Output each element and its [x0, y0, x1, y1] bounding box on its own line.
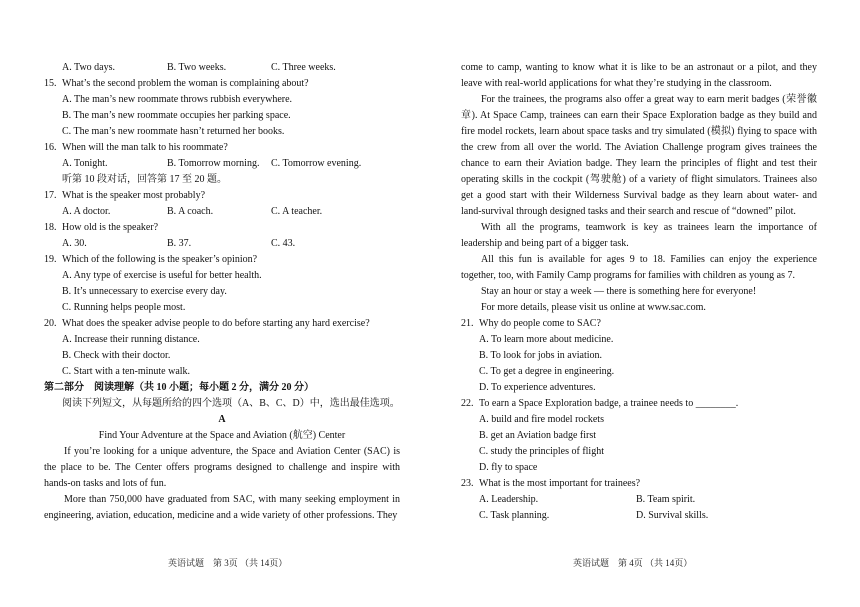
q17-option-c[interactable]: C. A teacher.	[271, 206, 323, 217]
passage-paragraph-1: If you’re looking for a unique adventure, the Space and Aviation Center (SAC) is the place to be. The Center offers programs designed to challenge and inspire with hands-on tasks and lots of fun.	[44, 446, 400, 489]
q14-option-c[interactable]: C. Three weeks.	[271, 62, 336, 73]
q19-option-c[interactable]: C. Running helps people most.	[62, 302, 186, 313]
q23-options-row-2	[461, 508, 817, 524]
question-text: What’s the second problem the woman is complaining about?	[62, 78, 309, 89]
question-number: 23.	[461, 478, 474, 489]
q18-option-b[interactable]: B. 37.	[167, 238, 192, 249]
q23-option-d[interactable]: D. Survival skills.	[636, 510, 709, 521]
question-number: 17.	[44, 190, 57, 201]
passage-title: Find Your Adventure at the Space and Aviation (航空) Center	[98, 430, 346, 441]
q21-option-c[interactable]: C. To get a degree in engineering.	[479, 366, 615, 377]
question-text: Which of the following is the speaker’s opinion?	[62, 254, 258, 265]
question-20	[44, 316, 400, 332]
question-number: 20.	[44, 318, 57, 329]
q22-option-d[interactable]: D. fly to space	[479, 462, 538, 473]
q18-options	[44, 236, 400, 252]
question-text: Why do people come to SAC?	[479, 318, 601, 329]
question-21	[461, 316, 817, 332]
q21-option-b[interactable]: B. To look for jobs in aviation.	[479, 350, 602, 361]
question-text: When will the man talk to his roommate?	[62, 142, 228, 153]
q15-option-a[interactable]: A. The man’s new roommate throws rubbish everywhere.	[62, 94, 293, 105]
q14-options	[44, 60, 400, 76]
question-text: What is the speaker most probably?	[62, 190, 206, 201]
q23-options-row-1	[461, 492, 817, 508]
q21-option-d[interactable]: D. To experience adventures.	[479, 382, 596, 393]
passage-paragraph-7: For more details, please visit us online at www.sac.com.	[481, 302, 706, 313]
q16-option-a[interactable]: A. Tonight.	[62, 158, 108, 169]
q17-options	[44, 204, 400, 220]
question-17	[44, 188, 400, 204]
passage-paragraph-5: All this fun is available for ages 9 to 18. Families can enjoy the experience together, too, with Family Camp programs for families with children as young as 7.	[461, 254, 817, 281]
passage-paragraph-6: Stay an hour or stay a week — there is something here for everyone!	[481, 286, 757, 297]
q20-option-a[interactable]: A. Increase their running distance.	[62, 334, 200, 345]
passage-paragraph-2-continued: come to camp, wanting to know what it is like to be an astronaut or a pilot, and they leave with real-world applications for what they’re studying in the classroom.	[461, 62, 817, 89]
q22-option-b[interactable]: B. get an Aviation badge first	[479, 430, 597, 441]
question-18	[44, 220, 400, 236]
right-page	[461, 60, 817, 524]
q15-option-b[interactable]: B. The man’s new roommate occupies her parking space.	[62, 110, 291, 121]
question-number: 18.	[44, 222, 57, 233]
question-text: What does the speaker advise people to do before starting any hard exercise?	[62, 318, 370, 329]
page-footer-right: 英语试题 第 4页 （共 14页）	[573, 558, 693, 568]
question-number: 15.	[44, 78, 57, 89]
question-text: How old is the speaker?	[62, 222, 159, 233]
q19-option-b[interactable]: B. It’s unnecessary to exercise every day.	[62, 286, 227, 297]
question-19	[44, 252, 400, 268]
q18-option-a[interactable]: A. 30.	[62, 238, 87, 249]
passage-paragraph-3: For the trainees, the programs also offer a great way to earn merit badges (荣誉徽章). At Space Camp, trainees can earn their Space Exploration badge as they build and fire model rockets, learn about space tasks and try simulated (模拟) flying to space with the crew from all over the world. The Aviation Challenge program gives trainees the chance to earn their Aviation badge. They learn the principles of flight and test their operating skills in the cockpit (驾驶舱) of a variety of flight simulators. Trainees also get a good start with their Wilderness Survival badge as they learn about water- and land-survival through designed tasks and their search and rescue of “downed” pilot.	[461, 94, 817, 217]
section-instruction: 听第 10 段对话，回答第 17 至 20 题。	[62, 174, 227, 185]
q14-option-b[interactable]: B. Two weeks.	[167, 62, 227, 73]
question-22	[461, 396, 817, 412]
q18-option-c[interactable]: C. 43.	[271, 238, 296, 249]
q22-option-c[interactable]: C. study the principles of flight	[479, 446, 604, 457]
left-page	[44, 60, 400, 524]
q20-option-c[interactable]: C. Start with a ten-minute walk.	[62, 366, 191, 377]
q22-option-a[interactable]: A. build and fire model rockets	[479, 414, 604, 425]
q21-option-a[interactable]: A. To learn more about medicine.	[479, 334, 614, 345]
question-text: To earn a Space Exploration badge, a trainee needs to ________.	[479, 398, 739, 409]
question-number: 22.	[461, 398, 474, 409]
question-23	[461, 476, 817, 492]
passage-label: A	[218, 414, 226, 425]
q17-option-b[interactable]: B. A coach.	[167, 206, 214, 217]
part2-instruction: 阅读下列短文，从每题所给的四个选项（A、B、C、D）中，选出最佳选项。	[62, 398, 400, 409]
q23-option-a[interactable]: A. Leadership.	[479, 494, 539, 505]
q16-options	[44, 156, 400, 172]
question-number: 19.	[44, 254, 57, 265]
q15-option-c[interactable]: C. The man’s new roommate hasn’t returned her books.	[62, 126, 285, 137]
q23-option-c[interactable]: C. Task planning.	[479, 510, 550, 521]
question-16	[44, 140, 400, 156]
q23-option-b[interactable]: B. Team spirit.	[636, 494, 696, 505]
passage-paragraph-2: More than 750,000 have graduated from SAC, with many seeking employment in engineering, aviation, education, medicine and a wide variety of other professions. They	[44, 494, 400, 521]
passage-paragraph-4: With all the programs, teamwork is key as trainees learn the importance of leadership and being part of a bigger task.	[461, 222, 817, 249]
question-number: 21.	[461, 318, 474, 329]
q19-option-a[interactable]: A. Any type of exercise is useful for better health.	[62, 270, 262, 281]
q20-option-b[interactable]: B. Check with their doctor.	[62, 350, 171, 361]
question-text: What is the most important for trainees?	[479, 478, 641, 489]
question-15	[44, 76, 400, 92]
q16-option-b[interactable]: B. Tomorrow morning.	[167, 158, 260, 169]
page-footer-left: 英语试题 第 3页 （共 14页）	[168, 558, 288, 568]
q17-option-a[interactable]: A. A doctor.	[62, 206, 111, 217]
question-number: 16.	[44, 142, 57, 153]
q14-option-a[interactable]: A. Two days.	[62, 62, 116, 73]
q16-option-c[interactable]: C. Tomorrow evening.	[271, 158, 362, 169]
part2-title: 第二部分 阅读理解（共 10 小题；每小题 2 分，满分 20 分）	[44, 382, 314, 393]
